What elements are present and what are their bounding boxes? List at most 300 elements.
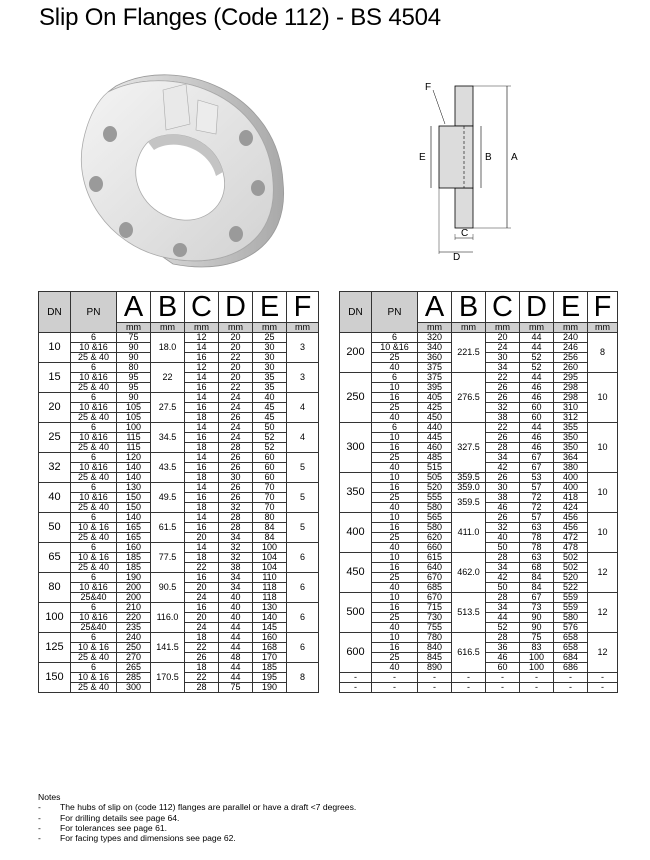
- filler-cell: -: [588, 673, 618, 683]
- note-text: For facing types and dimensions see page 62.: [60, 833, 236, 844]
- dim-d-cell: 84: [520, 583, 554, 593]
- dim-c-cell: 22: [486, 373, 520, 383]
- dim-e-cell: 145: [253, 623, 287, 633]
- dim-b-cell: 359.0: [452, 483, 486, 493]
- dim-a-cell: 670: [418, 593, 452, 603]
- dim-a-cell: 360: [418, 353, 452, 363]
- dn-cell: 150: [39, 663, 71, 693]
- label-e: E: [419, 152, 426, 163]
- pn-cell: 6: [71, 423, 117, 433]
- dim-d-cell: 40: [219, 613, 253, 623]
- dim-d-cell: 68: [520, 563, 554, 573]
- note-item: [38, 802, 638, 812]
- pn-cell: 25: [372, 613, 418, 623]
- dim-d-cell: 26: [219, 463, 253, 473]
- dim-a-cell: 890: [418, 663, 452, 673]
- table-row: [340, 553, 618, 563]
- dim-e-cell: 472: [554, 533, 588, 543]
- dim-f-cell: 12: [588, 593, 618, 633]
- dim-d-cell: 63: [520, 553, 554, 563]
- dim-d-cell: 52: [520, 353, 554, 363]
- dim-e-cell: 30: [253, 343, 287, 353]
- dim-a-cell: 100: [117, 423, 151, 433]
- header-dim-unit: mm: [554, 323, 587, 332]
- flange-table-right: [339, 291, 618, 693]
- header-dim: [554, 292, 588, 333]
- dim-a-cell: 160: [117, 543, 151, 553]
- dim-e-cell: 168: [253, 643, 287, 653]
- pn-cell: 6: [71, 543, 117, 553]
- dim-c-cell: 28: [486, 553, 520, 563]
- table-row: [340, 373, 618, 383]
- dim-e-cell: 686: [554, 663, 588, 673]
- header-dim: [486, 292, 520, 333]
- pn-cell: 16: [372, 643, 418, 653]
- table-row: [39, 393, 319, 403]
- dim-a-cell: 620: [418, 533, 452, 543]
- dim-a-cell: 440: [418, 423, 452, 433]
- pn-cell: 40: [372, 663, 418, 673]
- dim-d-cell: 67: [520, 463, 554, 473]
- dim-f-cell: 8: [287, 663, 319, 693]
- dn-cell: 450: [340, 553, 372, 593]
- dim-d-cell: 22: [219, 353, 253, 363]
- pn-cell: 25 & 40: [71, 413, 117, 423]
- dim-d-cell: 72: [520, 493, 554, 503]
- dim-e-cell: 478: [554, 543, 588, 553]
- dim-d-cell: 28: [219, 513, 253, 523]
- dim-d-cell: 67: [520, 453, 554, 463]
- dim-c-cell: 42: [486, 463, 520, 473]
- note-dash: -: [38, 833, 41, 844]
- pn-cell: 25: [372, 533, 418, 543]
- filler-cell: -: [486, 683, 520, 693]
- pn-cell: 40: [372, 503, 418, 513]
- header-pn: PN: [372, 292, 418, 333]
- pn-cell: 10: [372, 633, 418, 643]
- dim-d-cell: 28: [219, 523, 253, 533]
- dim-c-cell: 22: [185, 563, 219, 573]
- header-dim: [117, 292, 151, 333]
- dim-a-cell: 165: [117, 533, 151, 543]
- table-row: [39, 423, 319, 433]
- dim-b-cell: 27.5: [151, 393, 185, 423]
- dim-c-cell: 20: [185, 583, 219, 593]
- dim-f-cell: 10: [588, 423, 618, 473]
- dim-e-cell: 658: [554, 643, 588, 653]
- pn-cell: 40: [372, 623, 418, 633]
- dim-d-cell: 100: [520, 663, 554, 673]
- dim-a-cell: 375: [418, 363, 452, 373]
- dim-e-cell: 80: [253, 513, 287, 523]
- dim-d-cell: 57: [520, 483, 554, 493]
- dn-cell: 500: [340, 593, 372, 633]
- dim-a-cell: 580: [418, 523, 452, 533]
- pn-cell: 16: [372, 603, 418, 613]
- dim-a-cell: 670: [418, 573, 452, 583]
- table-row: [39, 513, 319, 523]
- dim-a-cell: 95: [117, 383, 151, 393]
- dn-cell: 20: [39, 393, 71, 423]
- pn-cell: 25 & 40: [71, 563, 117, 573]
- dim-e-cell: 580: [554, 613, 588, 623]
- dim-c-cell: 18: [185, 633, 219, 643]
- dim-a-cell: 190: [117, 573, 151, 583]
- dim-b-cell: 616.5: [452, 633, 486, 673]
- dim-e-cell: 195: [253, 673, 287, 683]
- pn-cell: 10 &16: [71, 493, 117, 503]
- dim-c-cell: 12: [185, 363, 219, 373]
- pn-cell: 25 & 40: [71, 533, 117, 543]
- pn-cell: 25 & 40: [71, 443, 117, 453]
- dim-d-cell: 78: [520, 543, 554, 553]
- table-row: [340, 593, 618, 603]
- dim-a-cell: 755: [418, 623, 452, 633]
- dim-d-cell: 75: [219, 683, 253, 693]
- dim-e-cell: 190: [253, 683, 287, 693]
- dn-cell: 80: [39, 573, 71, 603]
- dim-a-cell: 90: [117, 343, 151, 353]
- dim-c-cell: 18: [185, 663, 219, 673]
- dim-c-cell: 16: [185, 603, 219, 613]
- flange-table-left: [38, 291, 319, 693]
- dim-e-cell: 658: [554, 633, 588, 643]
- table-row: [340, 473, 618, 483]
- dim-a-cell: 265: [117, 663, 151, 673]
- dim-e-cell: 118: [253, 593, 287, 603]
- dim-f-cell: 10: [588, 473, 618, 513]
- flange-section-diagram: [415, 76, 525, 262]
- dim-e-cell: 30: [253, 363, 287, 373]
- dim-a-cell: 105: [117, 403, 151, 413]
- dn-cell: 250: [340, 373, 372, 423]
- dim-d-cell: 44: [219, 673, 253, 683]
- dim-a-cell: 200: [117, 593, 151, 603]
- note-dash: -: [38, 802, 41, 813]
- filler-cell: -: [588, 683, 618, 693]
- pn-cell: 10: [372, 433, 418, 443]
- pn-cell: 10 &16: [71, 613, 117, 623]
- dim-a-cell: 165: [117, 523, 151, 533]
- dim-f-cell: 10: [588, 513, 618, 553]
- dim-a-cell: 120: [117, 453, 151, 463]
- dim-c-cell: 26: [486, 383, 520, 393]
- dim-d-cell: 44: [219, 663, 253, 673]
- pn-cell: 10: [372, 383, 418, 393]
- label-a: A: [511, 152, 518, 163]
- dim-e-cell: 424: [554, 503, 588, 513]
- header-dim: [151, 292, 185, 333]
- dim-e-cell: 70: [253, 493, 287, 503]
- dim-c-cell: 14: [185, 393, 219, 403]
- pn-cell: 10 &16: [372, 343, 418, 353]
- dim-a-cell: 640: [418, 563, 452, 573]
- dim-a-cell: 505: [418, 473, 452, 483]
- flange-3d-illustration: [68, 72, 308, 272]
- dim-d-cell: 52: [520, 363, 554, 373]
- dim-c-cell: 38: [486, 493, 520, 503]
- dim-b-cell: 221.5: [452, 333, 486, 373]
- dim-a-cell: 150: [117, 493, 151, 503]
- dim-b-cell: 18.0: [151, 333, 185, 363]
- table-row: [39, 633, 319, 643]
- dim-b-cell: 513.5: [452, 593, 486, 633]
- header-dim-unit: mm: [486, 323, 519, 332]
- header-dim-unit: mm: [117, 323, 150, 332]
- dim-e-cell: 310: [554, 403, 588, 413]
- table-row: [340, 513, 618, 523]
- header-dn: DN: [340, 292, 372, 333]
- pn-cell: 6: [71, 603, 117, 613]
- dn-cell: 125: [39, 633, 71, 663]
- dim-c-cell: 38: [486, 413, 520, 423]
- dim-d-cell: 20: [219, 343, 253, 353]
- dim-c-cell: 28: [486, 443, 520, 453]
- table-row: [39, 483, 319, 493]
- dim-e-cell: 456: [554, 513, 588, 523]
- dim-a-cell: 660: [418, 543, 452, 553]
- pn-cell: 10: [372, 473, 418, 483]
- dim-b-cell: 61.5: [151, 513, 185, 543]
- dim-e-cell: 684: [554, 653, 588, 663]
- dim-e-cell: 185: [253, 663, 287, 673]
- dim-e-cell: 502: [554, 553, 588, 563]
- dim-e-cell: 130: [253, 603, 287, 613]
- dim-e-cell: 295: [554, 373, 588, 383]
- dim-e-cell: 84: [253, 533, 287, 543]
- dim-b-cell: 34.5: [151, 423, 185, 453]
- header-dim: [418, 292, 452, 333]
- header-dim-letter: A: [418, 292, 451, 323]
- dim-e-cell: 110: [253, 573, 287, 583]
- dim-a-cell: 240: [117, 633, 151, 643]
- dim-e-cell: 60: [253, 453, 287, 463]
- dim-c-cell: 22: [185, 673, 219, 683]
- dim-b-cell: 22: [151, 363, 185, 393]
- filler-cell: -: [340, 673, 372, 683]
- dim-e-cell: 140: [253, 613, 287, 623]
- dim-e-cell: 400: [554, 473, 588, 483]
- dim-c-cell: 16: [185, 433, 219, 443]
- dn-cell: 25: [39, 423, 71, 453]
- dim-a-cell: 300: [117, 683, 151, 693]
- dim-e-cell: 104: [253, 553, 287, 563]
- table-row: [340, 483, 618, 493]
- dim-d-cell: 48: [219, 653, 253, 663]
- dim-f-cell: 6: [287, 543, 319, 573]
- pn-cell: 10 &16: [71, 463, 117, 473]
- dim-f-cell: 8: [588, 333, 618, 373]
- pn-cell: 10 &16: [71, 403, 117, 413]
- pn-cell: 10 & 16: [71, 643, 117, 653]
- header-dim-unit: mm: [287, 323, 318, 332]
- header-dim-letter: A: [117, 292, 150, 323]
- pn-cell: 10 &16: [71, 373, 117, 383]
- pn-cell: 6: [71, 663, 117, 673]
- dim-c-cell: 24: [185, 593, 219, 603]
- dim-c-cell: 14: [185, 513, 219, 523]
- dim-a-cell: 425: [418, 403, 452, 413]
- pn-cell: 10 & 16: [71, 673, 117, 683]
- dim-c-cell: 46: [486, 653, 520, 663]
- header-dim: [588, 292, 618, 333]
- pn-cell: 6: [372, 373, 418, 383]
- header-dn: DN: [39, 292, 71, 333]
- table-row: [39, 663, 319, 673]
- dim-a-cell: 730: [418, 613, 452, 623]
- dim-e-cell: 60: [253, 473, 287, 483]
- dim-c-cell: 28: [486, 593, 520, 603]
- dim-c-cell: 50: [486, 543, 520, 553]
- dn-cell: 40: [39, 483, 71, 513]
- dim-c-cell: 26: [486, 393, 520, 403]
- dim-d-cell: 46: [520, 393, 554, 403]
- dim-a-cell: 375: [418, 373, 452, 383]
- dim-d-cell: 90: [520, 623, 554, 633]
- dim-d-cell: 26: [219, 483, 253, 493]
- dim-a-cell: 210: [117, 603, 151, 613]
- table-row: [340, 673, 618, 683]
- dn-cell: 32: [39, 453, 71, 483]
- header-dim-unit: mm: [452, 323, 485, 332]
- pn-cell: 10 &16: [71, 583, 117, 593]
- header-dim: [452, 292, 486, 333]
- dim-a-cell: 250: [117, 643, 151, 653]
- dim-c-cell: 22: [185, 643, 219, 653]
- dim-a-cell: 515: [418, 463, 452, 473]
- dim-e-cell: 260: [554, 363, 588, 373]
- table-row: [39, 333, 319, 343]
- header-dim-unit: mm: [520, 323, 553, 332]
- dn-cell: 50: [39, 513, 71, 543]
- dim-d-cell: 40: [219, 593, 253, 603]
- filler-cell: -: [372, 673, 418, 683]
- header-dim-letter: B: [452, 292, 485, 323]
- dim-c-cell: 14: [185, 373, 219, 383]
- dim-c-cell: 18: [185, 413, 219, 423]
- pn-cell: 16: [372, 393, 418, 403]
- dim-a-cell: 445: [418, 433, 452, 443]
- dim-d-cell: 57: [520, 513, 554, 523]
- dim-a-cell: 185: [117, 563, 151, 573]
- dim-d-cell: 78: [520, 533, 554, 543]
- dim-e-cell: 576: [554, 623, 588, 633]
- header-dim-unit: mm: [588, 323, 617, 332]
- dim-e-cell: 380: [554, 463, 588, 473]
- dim-e-cell: 35: [253, 383, 287, 393]
- dim-a-cell: 845: [418, 653, 452, 663]
- notes-section: [38, 792, 638, 843]
- dim-f-cell: 5: [287, 483, 319, 513]
- filler-cell: -: [554, 673, 588, 683]
- dim-a-cell: 340: [418, 343, 452, 353]
- dim-e-cell: 70: [253, 503, 287, 513]
- table-row: [340, 423, 618, 433]
- dim-c-cell: 20: [486, 333, 520, 343]
- dim-d-cell: 53: [520, 473, 554, 483]
- dim-a-cell: 105: [117, 413, 151, 423]
- dim-c-cell: 32: [486, 523, 520, 533]
- pn-cell: 10: [372, 593, 418, 603]
- dim-c-cell: 24: [185, 623, 219, 633]
- dim-b-cell: 170.5: [151, 663, 185, 693]
- dim-a-cell: 200: [117, 583, 151, 593]
- header-dim: [520, 292, 554, 333]
- dim-c-cell: 16: [185, 523, 219, 533]
- table-row: [39, 573, 319, 583]
- dim-d-cell: 44: [520, 333, 554, 343]
- dim-a-cell: 270: [117, 653, 151, 663]
- pn-cell: 25 & 40: [71, 683, 117, 693]
- pn-cell: 10: [372, 553, 418, 563]
- dim-d-cell: 34: [219, 573, 253, 583]
- pn-cell: 10: [372, 513, 418, 523]
- dim-e-cell: 456: [554, 523, 588, 533]
- dim-c-cell: 14: [185, 343, 219, 353]
- dim-e-cell: 45: [253, 403, 287, 413]
- dim-a-cell: 320: [418, 333, 452, 343]
- dim-a-cell: 840: [418, 643, 452, 653]
- pn-cell: 40: [372, 413, 418, 423]
- note-item: [38, 823, 638, 833]
- dim-e-cell: 50: [253, 423, 287, 433]
- pn-cell: 6: [71, 393, 117, 403]
- dim-a-cell: 565: [418, 513, 452, 523]
- dim-d-cell: 34: [219, 583, 253, 593]
- dim-f-cell: 12: [588, 633, 618, 673]
- dim-d-cell: 22: [219, 383, 253, 393]
- dim-c-cell: 12: [185, 333, 219, 343]
- dim-e-cell: 418: [554, 493, 588, 503]
- dim-d-cell: 60: [520, 403, 554, 413]
- pn-cell: 6: [71, 363, 117, 373]
- label-d: D: [453, 252, 461, 262]
- dim-a-cell: 460: [418, 443, 452, 453]
- dn-cell: 300: [340, 423, 372, 473]
- dim-b-cell: 359.5: [452, 493, 486, 513]
- header-dim: [253, 292, 287, 333]
- pn-cell: 6: [71, 573, 117, 583]
- dim-c-cell: 18: [185, 503, 219, 513]
- dim-d-cell: 32: [219, 503, 253, 513]
- header-dim-letter: E: [554, 292, 587, 323]
- dim-d-cell: 24: [219, 403, 253, 413]
- dim-d-cell: 30: [219, 473, 253, 483]
- header-dim-letter: F: [287, 292, 318, 323]
- pn-cell: 16: [372, 523, 418, 533]
- dim-c-cell: 26: [185, 653, 219, 663]
- dim-a-cell: 115: [117, 443, 151, 453]
- dn-cell: 350: [340, 473, 372, 513]
- header-dim-unit: mm: [219, 323, 252, 332]
- dim-c-cell: 50: [486, 583, 520, 593]
- dim-f-cell: 3: [287, 333, 319, 363]
- pn-cell: 25 & 40: [71, 653, 117, 663]
- pn-cell: 6: [71, 333, 117, 343]
- dim-e-cell: 25: [253, 333, 287, 343]
- dim-c-cell: 46: [486, 503, 520, 513]
- dim-c-cell: 20: [185, 613, 219, 623]
- pn-cell: 6: [71, 513, 117, 523]
- dim-a-cell: 140: [117, 473, 151, 483]
- dim-d-cell: 24: [219, 393, 253, 403]
- pn-cell: 25: [372, 453, 418, 463]
- dim-a-cell: 75: [117, 333, 151, 343]
- dim-d-cell: 34: [219, 533, 253, 543]
- pn-cell: 25: [372, 403, 418, 413]
- dim-d-cell: 40: [219, 603, 253, 613]
- dim-e-cell: 350: [554, 443, 588, 453]
